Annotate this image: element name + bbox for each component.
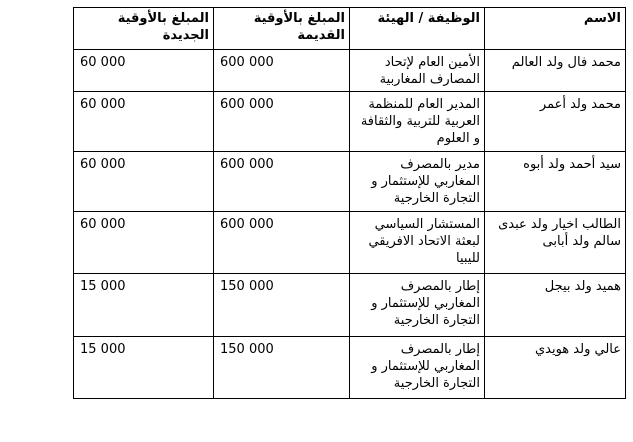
cell-name: هميد ولد بيجل — [485, 274, 626, 337]
cell-position: إطار بالمصرف المغاربي للإستثمار و التجارة الخارجية — [350, 337, 485, 399]
header-position: الوظيفة / الهيئة — [350, 8, 485, 50]
header-name: الاسم — [485, 8, 626, 50]
cell-position: الأمين العام لإتحاد المصارف المغاربية — [350, 50, 485, 92]
cell-name: سيد أحمد ولد أبوه — [485, 152, 626, 212]
cell-old-amount: 150 000 — [214, 337, 350, 399]
cell-new-amount: 15 000 — [74, 274, 214, 337]
cell-name: عالي ولد هويدي — [485, 337, 626, 399]
cell-old-amount: 600 000 — [214, 92, 350, 152]
table-row — [74, 152, 626, 212]
cell-new-amount: 60 000 — [74, 50, 214, 92]
table-row — [74, 337, 626, 399]
cell-name: الطالب اخيار ولد عبدى سالم ولد أبابى — [485, 212, 626, 274]
table-row — [74, 50, 626, 92]
header-old-amount: المبلغ بالأوقية القديمة — [214, 8, 350, 50]
cell-name: محمد فال ولد العالم — [485, 50, 626, 92]
table-row — [74, 92, 626, 152]
cell-name: محمد ولد أعمر — [485, 92, 626, 152]
cell-position: المستشار السياسي لبعثة الاتحاد الافريقي لليبيا — [350, 212, 485, 274]
cell-position: إطار بالمصرف المغاربي للإستثمار و التجارة الخارجية — [350, 274, 485, 337]
cell-new-amount: 60 000 — [74, 212, 214, 274]
cell-position: المدير العام للمنظمة العربية للتربية والثقافة و العلوم — [350, 92, 485, 152]
cell-new-amount: 15 000 — [74, 337, 214, 399]
cell-old-amount: 600 000 — [214, 50, 350, 92]
cell-new-amount: 60 000 — [74, 152, 214, 212]
cell-old-amount: 600 000 — [214, 152, 350, 212]
table-row — [74, 274, 626, 337]
cell-position: مدير بالمصرف المغاربي للإستثمار و التجارة الخارجية — [350, 152, 485, 212]
table-header-row — [74, 8, 626, 50]
table-row — [74, 212, 626, 274]
cell-old-amount: 150 000 — [214, 274, 350, 337]
header-new-amount: المبلغ بالأوقية الجديدة — [74, 8, 214, 50]
cell-old-amount: 600 000 — [214, 212, 350, 274]
salary-table — [73, 7, 626, 399]
cell-new-amount: 60 000 — [74, 92, 214, 152]
